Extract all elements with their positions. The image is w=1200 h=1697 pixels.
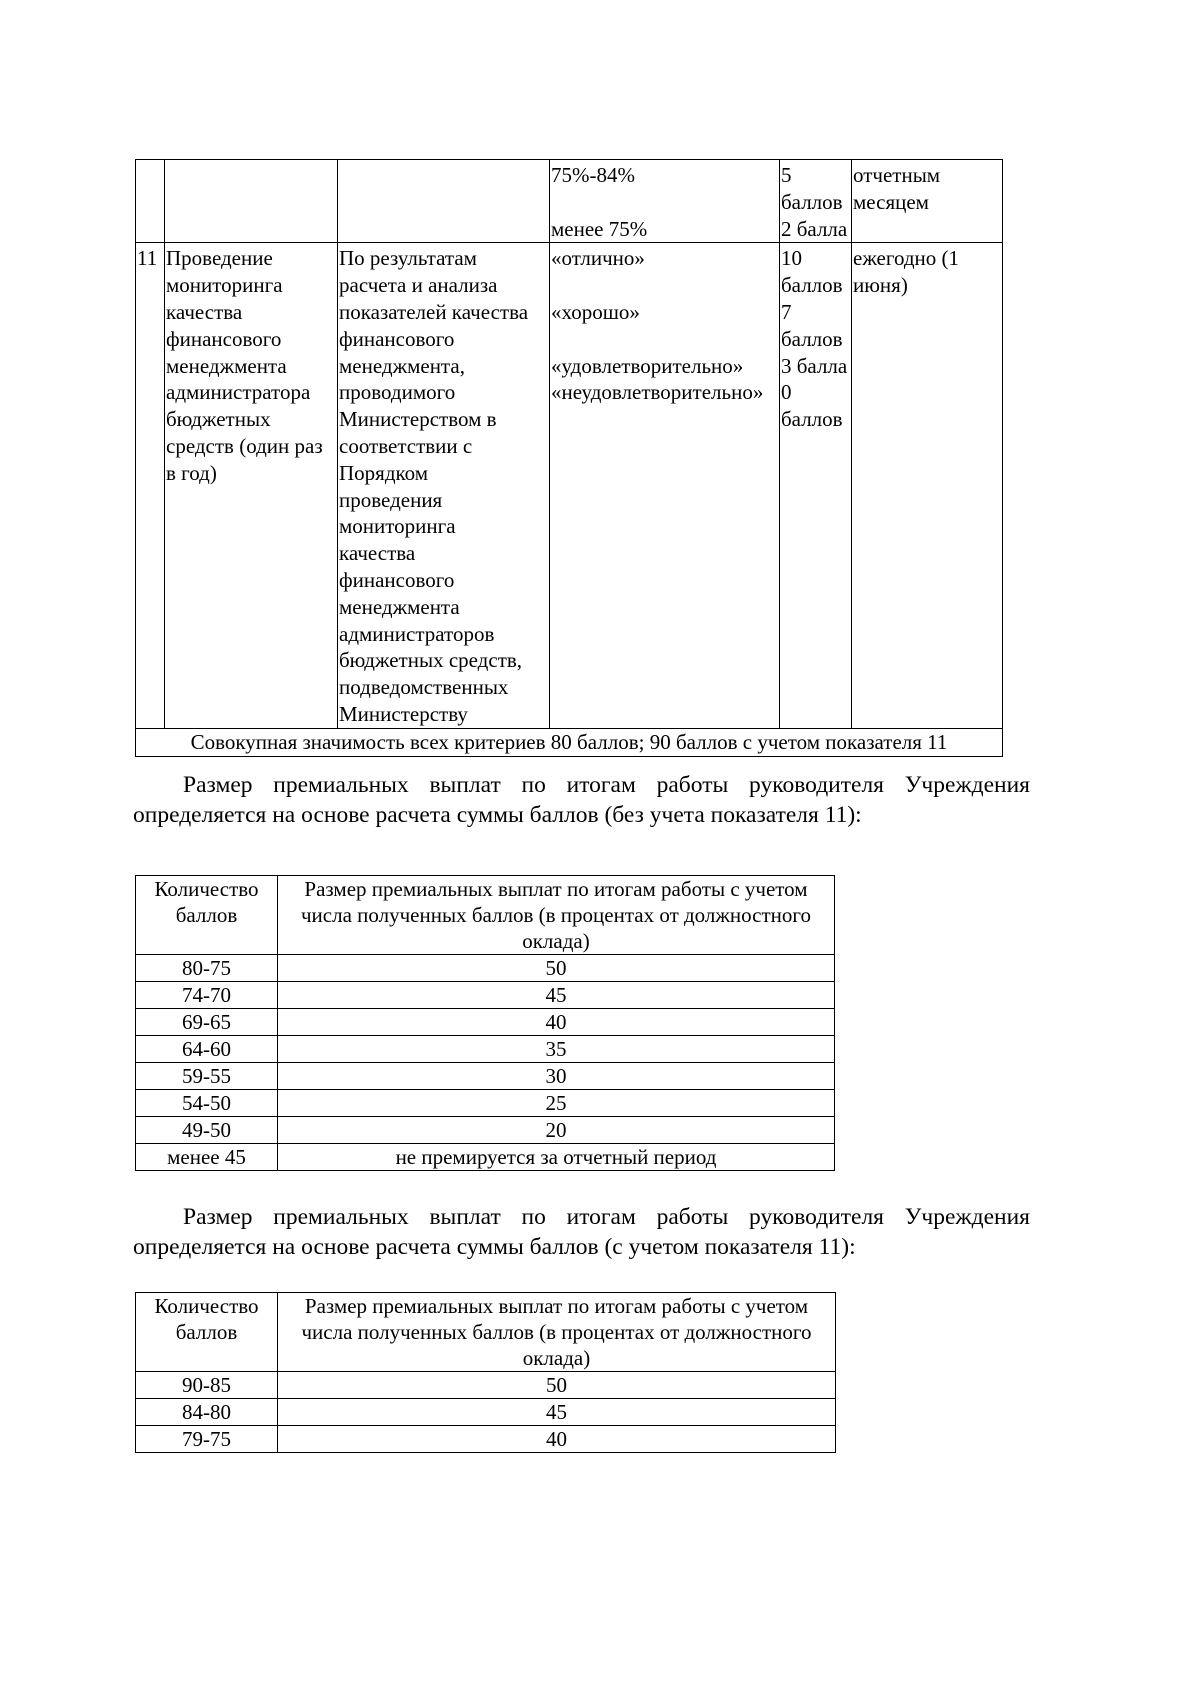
criterion-method bbox=[338, 160, 550, 243]
header-points: Количество баллов bbox=[136, 1293, 278, 1372]
table-row bbox=[136, 1009, 835, 1036]
points-range: 64-60 bbox=[136, 1036, 278, 1063]
points-range: 79-75 bbox=[136, 1426, 278, 1453]
bonus-percent: 40 bbox=[278, 1426, 836, 1453]
points-range: 84-80 bbox=[136, 1399, 278, 1426]
paragraph-without-indicator-11: Размер премиальных выплат по итогам работы руководителя Учреждения определяется на основе расчета суммы баллов (без учета показателя 11): bbox=[133, 772, 1030, 828]
bonus-percent: 25 bbox=[278, 1090, 835, 1117]
points-range: 54-50 bbox=[136, 1090, 278, 1117]
criterion-period: отчетным месяцем bbox=[852, 160, 1003, 243]
bonus-percent: не премируется за отчетный период bbox=[278, 1144, 835, 1171]
table-header-row bbox=[136, 876, 835, 955]
bonus-percent: 40 bbox=[278, 1009, 835, 1036]
criterion-values: 75%-84% менее 75% bbox=[550, 160, 780, 243]
bonus-percent: 45 bbox=[278, 1399, 836, 1426]
criterion-name: Проведение мониторинга качества финансового менеджмента администратора бюджетных средств (один раз в год) bbox=[165, 243, 338, 728]
table-row bbox=[136, 982, 835, 1009]
points-range: 59-55 bbox=[136, 1063, 278, 1090]
points-range: 69-65 bbox=[136, 1009, 278, 1036]
bonus-percent: 50 bbox=[278, 955, 835, 982]
points-range: 80-75 bbox=[136, 955, 278, 982]
table-row bbox=[136, 1036, 835, 1063]
table-row bbox=[136, 243, 1003, 728]
bonus-percent: 20 bbox=[278, 1117, 835, 1144]
criterion-method: По результатам расчета и анализа показателей качества финансового менеджмента, проводимого Министерством в соответствии с Порядком проведения мониторинга качества финансового менеджмента администраторов бюджетных средств, подведомственных Министерству bbox=[338, 243, 550, 728]
criteria-table bbox=[135, 159, 1003, 757]
bonus-percent: 45 bbox=[278, 982, 835, 1009]
table-row bbox=[136, 1399, 836, 1426]
points-range: 90-85 bbox=[136, 1372, 278, 1399]
criterion-values: «отлично» «хорошо» «удовлетворительно» «неудовлетворительно» bbox=[550, 243, 780, 728]
points-range: 49-50 bbox=[136, 1117, 278, 1144]
table-row bbox=[136, 160, 1003, 243]
bonus-table-with-11 bbox=[135, 1292, 836, 1453]
criterion-name bbox=[165, 160, 338, 243]
table-row bbox=[136, 1063, 835, 1090]
paragraph-with-indicator-11: Размер премиальных выплат по итогам работы руководителя Учреждения определяется на основе расчета суммы баллов (с учетом показателя 11): bbox=[133, 1204, 1030, 1260]
points-range: менее 45 bbox=[136, 1144, 278, 1171]
points-range: 74-70 bbox=[136, 982, 278, 1009]
criterion-number bbox=[136, 160, 165, 243]
criterion-number: 11 bbox=[136, 243, 165, 728]
bonus-percent: 50 bbox=[278, 1372, 836, 1399]
criterion-period: ежегодно (1 июня) bbox=[852, 243, 1003, 728]
table-row bbox=[136, 1144, 835, 1171]
total-significance: Совокупная значимость всех критериев 80 баллов; 90 баллов с учетом показателя 11 bbox=[136, 728, 1003, 756]
table-row bbox=[136, 1372, 836, 1399]
header-bonus: Размер премиальных выплат по итогам работы с учетом числа полученных баллов (в процентах от должностного оклада) bbox=[278, 876, 835, 955]
bonus-table-without-11 bbox=[135, 875, 835, 1171]
bonus-percent: 35 bbox=[278, 1036, 835, 1063]
criterion-points: 5 баллов 2 балла bbox=[780, 160, 852, 243]
bonus-percent: 30 bbox=[278, 1063, 835, 1090]
header-points: Количество баллов bbox=[136, 876, 278, 955]
criterion-points: 10 баллов 7 баллов 3 балла 0 баллов bbox=[780, 243, 852, 728]
table-row bbox=[136, 1117, 835, 1144]
header-bonus: Размер премиальных выплат по итогам работы с учетом числа полученных баллов (в процентах от должностного оклада) bbox=[278, 1293, 836, 1372]
table-row bbox=[136, 1090, 835, 1117]
table-row bbox=[136, 1426, 836, 1453]
table-footer-row bbox=[136, 728, 1003, 756]
table-row bbox=[136, 955, 835, 982]
table-header-row bbox=[136, 1293, 836, 1372]
